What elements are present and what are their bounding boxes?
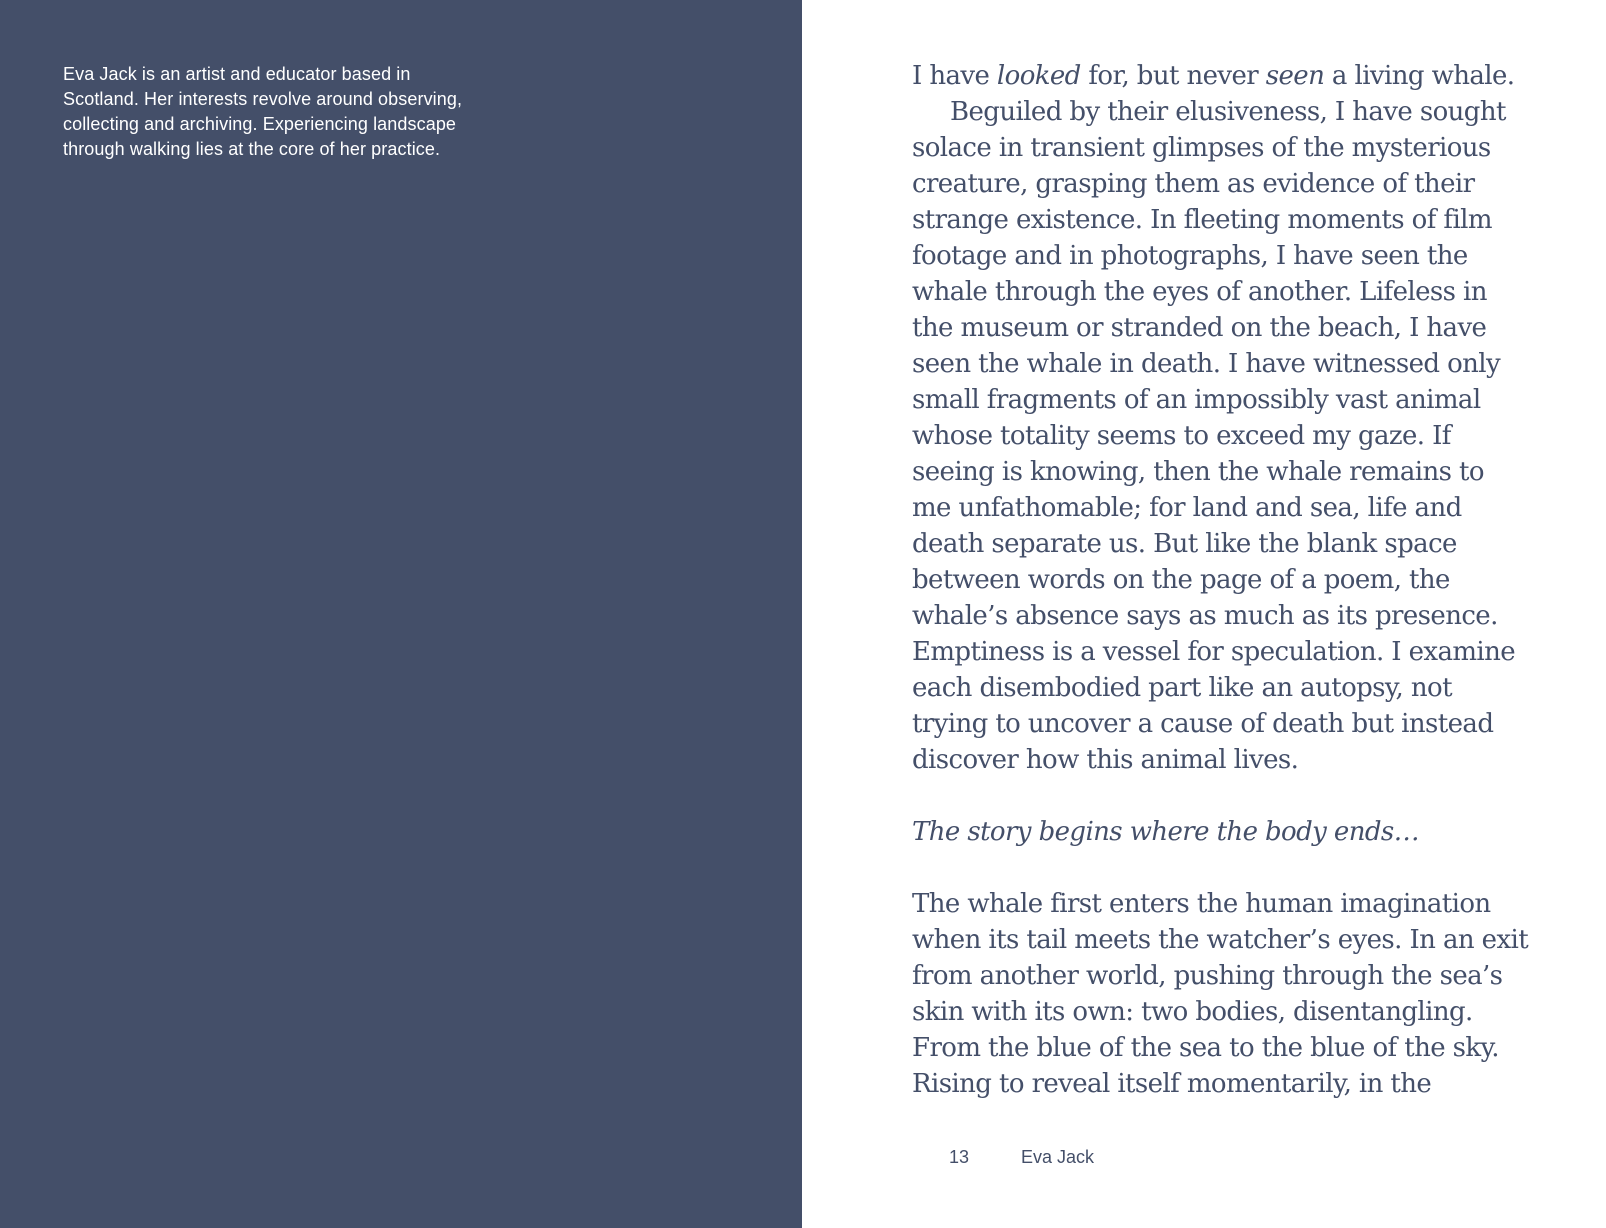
page-footer [802, 1147, 1606, 1171]
paragraph-line: small fragments of an impossibly vast animal [912, 385, 1481, 415]
paragraph-gap [912, 850, 1572, 886]
paragraph-line: whale through the eyes of another. Lifeless in [912, 277, 1487, 307]
paragraph-line: The whale first enters the human imagination [912, 889, 1491, 919]
italic-interlude [912, 814, 1572, 850]
bio-line: through walking lies at the core of her practice. [63, 139, 441, 159]
paragraph-line: creature, grasping them as evidence of their [912, 169, 1475, 199]
paragraph-line: whale’s absence says as much as its presence. [912, 601, 1498, 631]
author-bio [63, 62, 543, 162]
paragraph-line: solace in transient glimpses of the mysterious [912, 133, 1491, 163]
left-page [0, 0, 802, 1228]
essay-body [912, 58, 1572, 1102]
paragraph-line: skin with its own: two bodies, disentangling. [912, 997, 1473, 1027]
text-run: I have [912, 61, 997, 91]
paragraph-line: trying to uncover a cause of death but instead [912, 709, 1494, 739]
bio-line: Eva Jack is an artist and educator based in [63, 64, 411, 84]
paragraph-line: the museum or stranded on the beach, I have [912, 313, 1487, 343]
paragraph-line: strange existence. In fleeting moments of film [912, 205, 1492, 235]
running-author: Eva Jack [1021, 1147, 1095, 1167]
paragraph-line: Beguiled by their elusiveness, I have sought [950, 97, 1506, 127]
text-run: a living whale. [1324, 61, 1515, 91]
paragraph-line: From the blue of the sea to the blue of the sky. [912, 1033, 1499, 1063]
text-run: for, but never [1080, 61, 1266, 91]
paragraph-line: me unfathomable; for land and sea, life and [912, 493, 1462, 523]
paragraph-line: whose totality seems to exceed my gaze. If [912, 421, 1451, 451]
italic-interlude-text: The story begins where the body ends… [912, 817, 1420, 847]
paragraph-line: Rising to reveal itself momentarily, in the [912, 1069, 1432, 1099]
page-number: 13 [949, 1147, 970, 1167]
paragraph-line: each disembodied part like an autopsy, not [912, 673, 1452, 703]
paragraph-line: when its tail meets the watcher’s eyes. In an exit [912, 925, 1529, 955]
paragraph-line: death separate us. But like the blank space [912, 529, 1457, 559]
paragraph-line: footage and in photographs, I have seen the [912, 241, 1468, 271]
emphasis-seen: seen [1265, 61, 1325, 91]
paragraph-gap [912, 778, 1572, 814]
paragraph-line: seen the whale in death. I have witnessed only [912, 349, 1501, 379]
paragraph-line: discover how this animal lives. [912, 745, 1299, 775]
paragraph-line: from another world, pushing through the sea’s [912, 961, 1503, 991]
right-page [802, 0, 1606, 1228]
emphasis-looked: looked [996, 61, 1081, 91]
paragraph-line: seeing is knowing, then the whale remains to [912, 457, 1484, 487]
opening-line [912, 58, 1572, 94]
bio-line: collecting and archiving. Experiencing landscape [63, 114, 457, 134]
bio-line: Scotland. Her interests revolve around observing, [63, 89, 463, 109]
paragraph-line: Emptiness is a vessel for speculation. I examine [912, 637, 1516, 667]
paragraph-line: between words on the page of a poem, the [912, 565, 1450, 595]
